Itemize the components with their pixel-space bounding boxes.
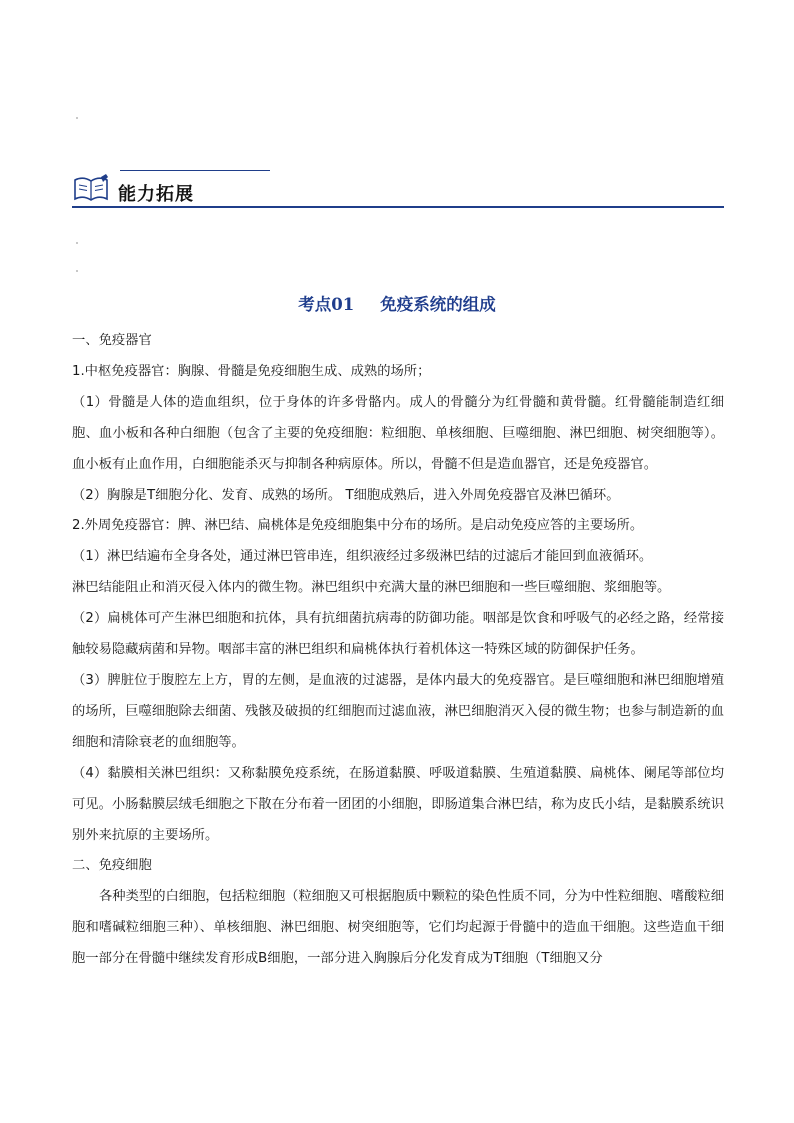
paragraph-tonsil: （2）扁桃体可产生淋巴细胞和抗体，具有抗细菌抗病毒的防御功能。咽部是饮食和呼吸气的必经之路，经常接触较易隐藏病菌和异物。咽部丰富的淋巴组织和扁桃体执行着机体这一特殊区域的防御保护任务。: [72, 611, 724, 658]
heading-immune-cells: 二、免疫细胞: [72, 858, 152, 874]
section-header-title: 能力拓展: [118, 184, 194, 205]
paragraph-central-organs: 1.中枢免疫器官：胸腺、骨髓是免疫细胞生成、成熟的场所；: [72, 363, 431, 379]
paragraph-spleen: （3）脾脏位于腹腔左上方，胃的左侧，是血液的过滤器，是体内最大的免疫器官。是巨噬细胞和淋巴细胞增殖的场所，巨噬细胞除去细菌、残骸及破损的红细胞而过滤血液，淋巴细胞消灭入侵的微生物；也参与制造新的血细胞和清除衰老的血细胞等。: [72, 672, 724, 750]
paragraph-malt: （4）黏膜相关淋巴组织：又称黏膜免疫系统，在肠道黏膜、呼吸道黏膜、生殖道黏膜、扁桃体、阑尾等部位均可见。小肠黏膜层绒毛细胞之下散在分布着一团团的小细胞，即肠道集合淋巴结，称为皮氏小结，是黏膜系统识别外来抗原的主要场所。: [72, 765, 724, 843]
topic-title: [0, 291, 794, 315]
topic-name: 免疫系统的组成: [380, 295, 496, 314]
paragraph-peripheral-organs: 2.外周免疫器官：脾、淋巴结、扁桃体是免疫细胞集中分布的场所。是启动免疫应答的主要场所。: [72, 518, 644, 534]
scan-dot: [76, 117, 78, 119]
scan-dot: [76, 242, 78, 244]
section-header: [72, 170, 724, 210]
open-book-icon: [72, 174, 110, 204]
scan-dot: [76, 270, 78, 272]
paragraph-lymph-node-function: 淋巴结能阻止和消灭侵入体内的微生物。淋巴组织中充满大量的淋巴细胞和一些巨噬细胞、浆细胞等。: [72, 580, 671, 596]
paragraph-white-blood-cells: 各种类型的白细胞，包括粒细胞（粒细胞又可根据胞质中颗粒的染色性质不同，分为中性粒细胞、嗜酸粒细胞和嗜碱粒细胞三种）、单核细胞、淋巴细胞、树突细胞等，它们均起源于骨髓中的造血干细胞。这些造血干细胞一部分在骨髓中继续发育形成B细胞，一部分进入胸腺后分化发育成为T细胞（T细胞又分: [72, 889, 724, 967]
paragraph-thymus: （2）胸腺是T细胞分化、发育、成熟的场所。 T细胞成熟后，进入外周免疫器官及淋巴循环。: [72, 487, 620, 503]
paragraph-lymph-node: （1）淋巴结遍布全身各处，通过淋巴管串连，组织液经过多级淋巴结的过滤后才能回到血液循环。: [72, 549, 653, 565]
header-underline: [72, 206, 724, 208]
document-body: [72, 326, 724, 975]
paragraph-bone-marrow: （1）骨髓是人体的造血组织，位于身体的许多骨骼内。成人的骨髓分为红骨髓和黄骨髓。红骨髓能制造红细胞、血小板和各种白细胞（包含了主要的免疫细胞：粒细胞、单核细胞、巨噬细胞、淋巴细胞、树突细胞等）。血小板有止血作用，白细胞能杀灭与抑制各种病原体。所以，骨髓不但是造血器官，还是免疫器官。: [72, 394, 724, 472]
topic-code: 考点01: [298, 295, 355, 314]
header-top-rule: [120, 170, 270, 171]
heading-immune-organs: 一、免疫器官: [72, 333, 152, 348]
